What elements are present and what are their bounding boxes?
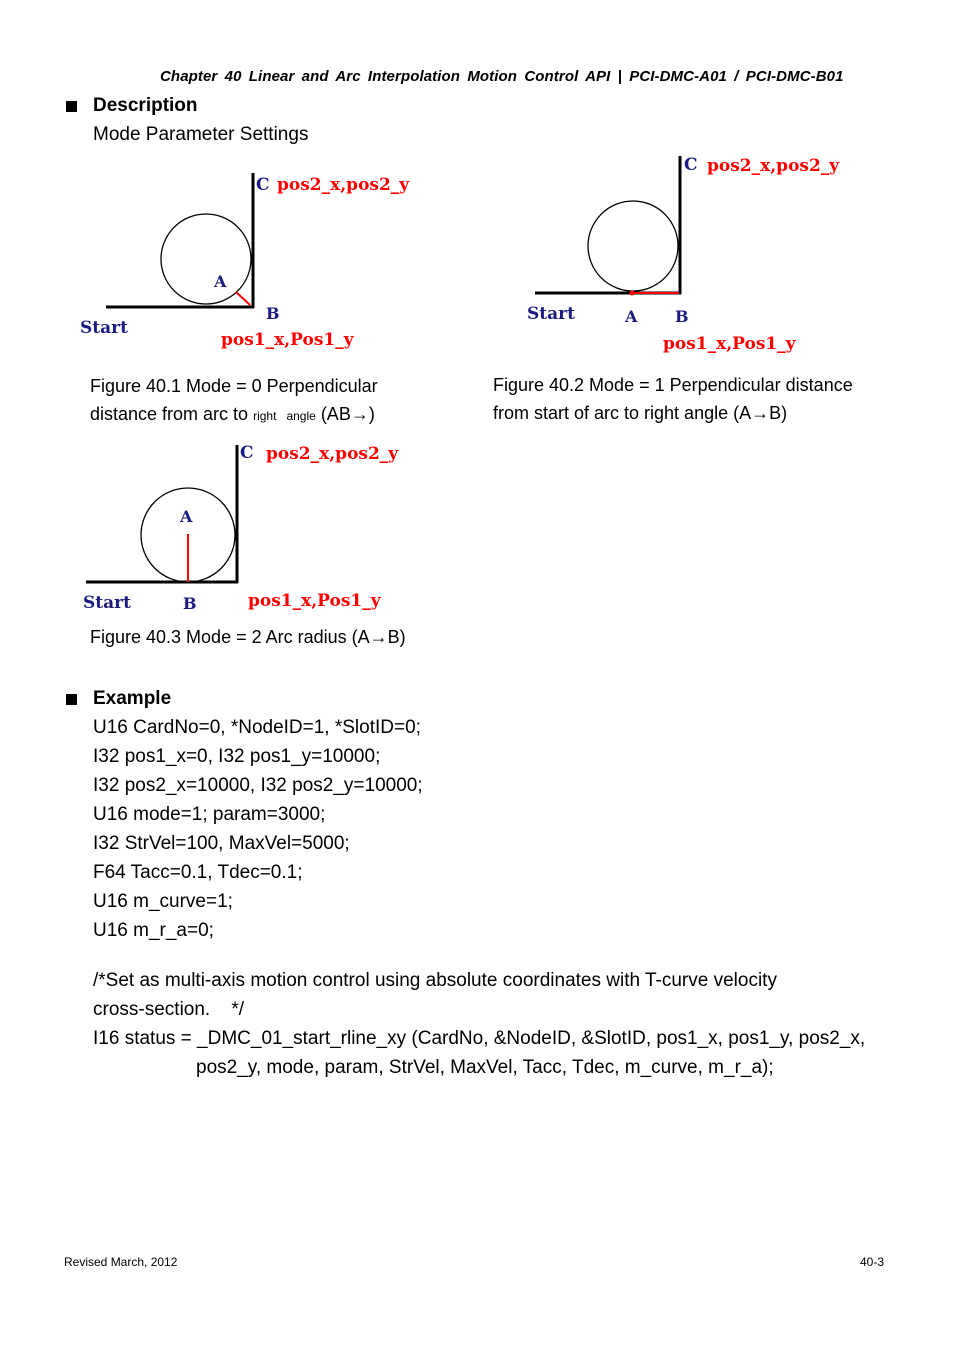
code-line: F64 Tacc=0.1, Tdec=0.1; bbox=[93, 862, 303, 883]
label-pos1: pos1_x,Pos1_y bbox=[248, 591, 381, 611]
code-line: U16 m_curve=1; bbox=[93, 891, 233, 912]
call-line-1: I16 status = _DMC_01_start_rline_xy (CardNo, &NodeID, &SlotID, pos1_x, pos1_y, pos2_x, bbox=[93, 1028, 866, 1049]
code-line: U16 mode=1; param=3000; bbox=[93, 804, 326, 825]
comment-line-2: cross-section. */ bbox=[93, 999, 244, 1020]
code-line: I32 pos1_x=0, I32 pos1_y=10000; bbox=[93, 746, 381, 767]
label-a: A bbox=[625, 307, 638, 326]
label-c: C bbox=[240, 443, 254, 463]
label-b: B bbox=[266, 304, 280, 323]
figure-40-2-caption bbox=[493, 371, 913, 427]
figure-40-1-caption-line2 bbox=[90, 400, 450, 430]
figure-40-2-caption-line1: Figure 40.2 Mode = 1 Perpendicular distance bbox=[493, 375, 853, 395]
label-b: B bbox=[183, 594, 197, 613]
figure-40-3-diagram bbox=[70, 438, 430, 618]
label-pos2: pos2_x,pos2_y bbox=[266, 444, 399, 464]
code-line: I32 StrVel=100, MaxVel=5000; bbox=[93, 833, 350, 854]
figure-40-1-caption-prefix: distance from arc to bbox=[90, 404, 254, 424]
code-line: I32 pos2_x=10000, I32 pos2_y=10000; bbox=[93, 775, 423, 796]
figure-40-1-caption-small-angle: angle bbox=[286, 409, 316, 423]
mode-parameter-subheading: Mode Parameter Settings bbox=[93, 124, 309, 145]
comment-line-1: /*Set as multi-axis motion control using absolute coordinates with T-curve velocity bbox=[93, 970, 777, 991]
example-heading: Example bbox=[93, 688, 172, 709]
code-line: U16 CardNo=0, *NodeID=1, *SlotID=0; bbox=[93, 717, 421, 738]
label-start: Start bbox=[527, 304, 575, 324]
call-line-2: pos2_y, mode, param, StrVel, MaxVel, Tacc, Tdec, m_curve, m_r_a); bbox=[196, 1057, 774, 1078]
figure-40-1-caption-suffix: (AB→) bbox=[315, 404, 375, 424]
label-pos2: pos2_x,pos2_y bbox=[707, 156, 840, 176]
label-pos1: pos1_x,Pos1_y bbox=[663, 334, 796, 354]
label-a: A bbox=[180, 507, 193, 526]
label-pos1: pos1_x,Pos1_y bbox=[221, 330, 354, 350]
figure-40-1-diagram bbox=[70, 165, 430, 355]
code-line: U16 m_r_a=0; bbox=[93, 920, 214, 941]
footer-revision: Revised March, 2012 bbox=[64, 1255, 178, 1269]
label-c: C bbox=[684, 155, 698, 175]
figure-40-1-caption-small-right: right bbox=[253, 409, 277, 423]
figure-40-2-diagram bbox=[520, 148, 880, 358]
label-b: B bbox=[675, 307, 689, 326]
bullet-square-icon bbox=[66, 694, 77, 705]
bullet-square-icon bbox=[66, 101, 77, 112]
label-start: Start bbox=[83, 593, 131, 613]
footer-page-number: 40-3 bbox=[860, 1255, 885, 1269]
label-a: A bbox=[214, 272, 227, 291]
label-pos2: pos2_x,pos2_y bbox=[277, 175, 410, 195]
page-header: Chapter 40 Linear and Arc Interpolation Motion Control API | PCI-DMC-A01 / PCI-DMC-B01 bbox=[160, 68, 844, 85]
figure-40-3-caption: Figure 40.3 Mode = 2 Arc radius (A→B) bbox=[90, 627, 406, 647]
label-c: C bbox=[256, 175, 270, 195]
label-start: Start bbox=[80, 318, 128, 338]
figure-40-1-caption-line1: Figure 40.1 Mode = 0 Perpendicular bbox=[90, 376, 378, 396]
figure-40-1-caption bbox=[90, 372, 450, 430]
figure-40-2-caption-line2: from start of arc to right angle (A→B) bbox=[493, 403, 788, 423]
description-heading: Description bbox=[93, 95, 198, 116]
